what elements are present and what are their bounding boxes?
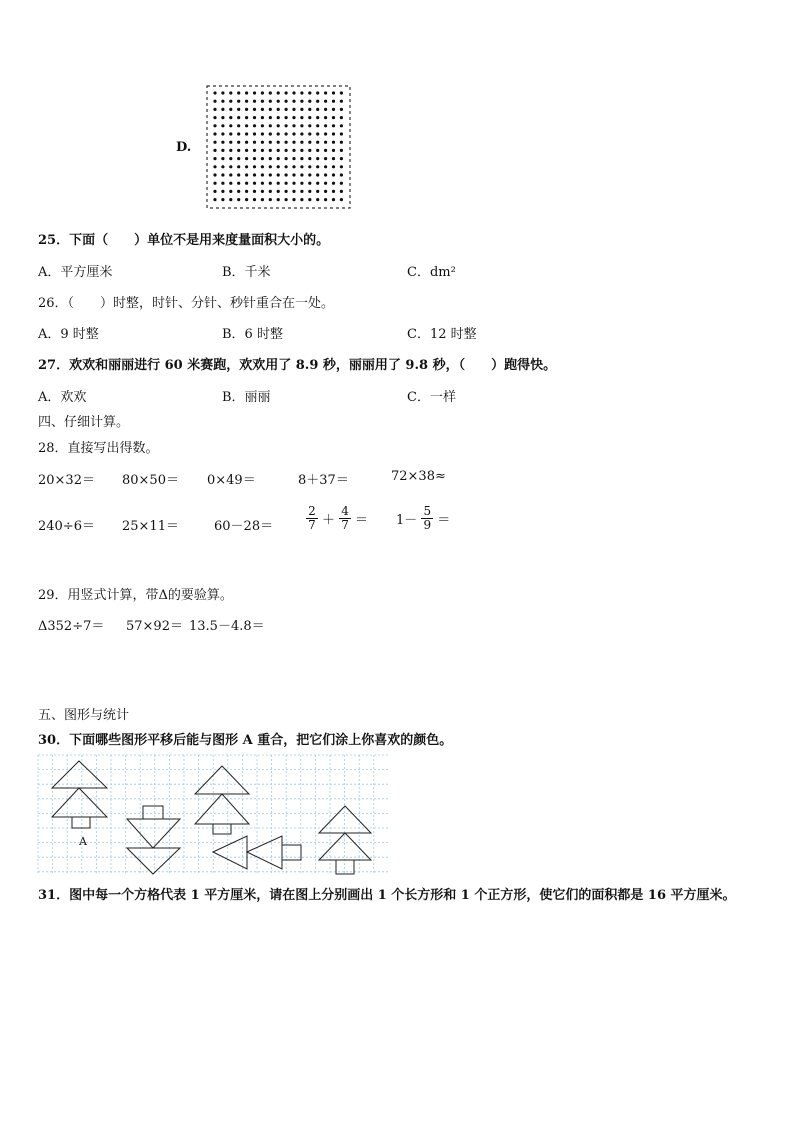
grid-dot: [316, 100, 319, 103]
grid-dot: [277, 173, 280, 176]
fraction-numerator: 2: [308, 504, 316, 518]
q27-option-a[interactable]: A．欢欢: [38, 390, 87, 405]
grid-dot: [332, 157, 335, 160]
grid-dot: [324, 149, 327, 152]
grid-dot: [245, 108, 248, 111]
grid-dot: [261, 198, 264, 201]
grid-dot: [300, 182, 303, 185]
grid-dot: [237, 173, 240, 176]
q28-item-5: 72×38≈: [391, 469, 446, 484]
grid-dot: [300, 108, 303, 111]
q28-fraction-sum: [306, 505, 368, 532]
grid-dot: [213, 190, 216, 193]
grid-dot: [324, 173, 327, 176]
grid-dot: [300, 141, 303, 144]
grid-dot: [229, 149, 232, 152]
grid-dot: [221, 91, 224, 94]
grid-dot: [285, 108, 288, 111]
q25-stem: 25．下面（ ）单位不是用来度量面积大小的。: [38, 233, 330, 248]
grid-dot: [285, 157, 288, 160]
grid-dot: [261, 124, 264, 127]
grid-dot: [269, 132, 272, 135]
tree-shape-2: [195, 766, 249, 834]
grid-dot: [316, 165, 319, 168]
grid-dot: [300, 165, 303, 168]
grid-dot: [277, 141, 280, 144]
grid-dot: [213, 165, 216, 168]
grid-dot: [308, 124, 311, 127]
q31-stem: 31．图中每一个方格代表 1 平方厘米，请在图上分别画出 1 个长方形和 1 个正方形，使它们的面积都是 16 平方厘米。: [38, 888, 736, 903]
grid-dot: [292, 182, 295, 185]
grid-dot: [245, 173, 248, 176]
grid-dot: [332, 124, 335, 127]
grid-dot: [237, 149, 240, 152]
grid-dot: [316, 91, 319, 94]
grid-dot: [269, 198, 272, 201]
grid-dot: [340, 108, 343, 111]
grid-dot: [308, 116, 311, 119]
grid-dot: [269, 141, 272, 144]
grid-dot: [292, 190, 295, 193]
grid-dot: [332, 165, 335, 168]
grid-dot: [308, 141, 311, 144]
equals-sign: ＝: [355, 513, 369, 528]
grid-dot: [285, 198, 288, 201]
grid-dot: [292, 91, 295, 94]
grid-dot: [308, 132, 311, 135]
section-5-title: 五、图形与统计: [38, 708, 130, 723]
grid-dot: [324, 108, 327, 111]
grid-dot: [277, 124, 280, 127]
grid-dot: [277, 100, 280, 103]
grid-dot: [292, 108, 295, 111]
grid-dot: [332, 91, 335, 94]
grid-dot: [292, 141, 295, 144]
grid-dot: [340, 116, 343, 119]
grid-dot: [229, 124, 232, 127]
grid-dot: [245, 198, 248, 201]
grid-dot: [221, 182, 224, 185]
grid-dot: [292, 124, 295, 127]
grid-dot: [229, 173, 232, 176]
grid-dot: [253, 141, 256, 144]
grid-dot: [285, 124, 288, 127]
grid-dot: [213, 108, 216, 111]
grid-dot: [340, 173, 343, 176]
grid-dot: [316, 124, 319, 127]
grid-dot: [332, 190, 335, 193]
grid-dot: [340, 198, 343, 201]
grid-dot: [340, 141, 343, 144]
grid-dot: [213, 91, 216, 94]
grid-dot: [277, 132, 280, 135]
grid-dot: [285, 132, 288, 135]
grid-dot: [300, 132, 303, 135]
grid-dot: [237, 198, 240, 201]
grid-dot: [229, 157, 232, 160]
dot-grid-dots: [213, 91, 343, 201]
grid-dot: [253, 116, 256, 119]
grid-dot: [221, 190, 224, 193]
grid-dot: [332, 173, 335, 176]
grid-dot: [245, 91, 248, 94]
fraction-2-7: [306, 505, 318, 532]
grid-dot: [324, 190, 327, 193]
q24-option-d-label: D.: [176, 140, 192, 155]
grid-dot: [292, 149, 295, 152]
grid-dot: [261, 149, 264, 152]
fraction-denominator: 7: [308, 518, 316, 532]
grid-dot: [340, 165, 343, 168]
grid-dot: [324, 100, 327, 103]
fraction-denominator: 9: [423, 518, 432, 532]
dot-grid-figure: [205, 84, 352, 210]
grid-dot: [285, 91, 288, 94]
grid-dot: [285, 141, 288, 144]
grid-dot: [324, 182, 327, 185]
grid-dot: [340, 132, 343, 135]
grid-dot: [229, 132, 232, 135]
grid-dot: [292, 157, 295, 160]
grid-dot: [245, 165, 248, 168]
grid-dot: [308, 100, 311, 103]
grid-dot: [300, 157, 303, 160]
q28-item-7: 25×11＝: [122, 519, 179, 534]
grid-dot: [324, 165, 327, 168]
grid-dot: [261, 91, 264, 94]
grid-dot: [324, 116, 327, 119]
grid-dot: [221, 173, 224, 176]
grid-dot: [221, 157, 224, 160]
q29-item-3: 13.5－4.8＝: [189, 619, 265, 634]
grid-dot: [269, 165, 272, 168]
grid-dot: [237, 116, 240, 119]
grid-dot: [261, 141, 264, 144]
grid-dot: [245, 149, 248, 152]
grid-dot: [237, 182, 240, 185]
grid-dot: [292, 132, 295, 135]
grid-dot: [245, 100, 248, 103]
grid-dot: [308, 149, 311, 152]
q28-fraction-diff: [396, 505, 450, 532]
grid-dot: [324, 157, 327, 160]
grid-dot: [285, 173, 288, 176]
q28-item-3: 0×49＝: [207, 473, 256, 488]
minuend-text: 1－: [396, 513, 418, 528]
grid-dot: [245, 182, 248, 185]
fraction-5-9: [421, 505, 433, 532]
grid-dot: [253, 91, 256, 94]
figure-a-label: A: [79, 835, 87, 848]
grid-dot: [245, 141, 248, 144]
grid-dot: [269, 108, 272, 111]
grid-dot: [213, 100, 216, 103]
dot-grid-border: [207, 86, 350, 208]
grid-dot: [277, 165, 280, 168]
equals-sign: ＝: [437, 513, 451, 528]
grid-dot: [213, 116, 216, 119]
grid-dot: [253, 124, 256, 127]
grid-dot: [261, 100, 264, 103]
grid-dot: [277, 190, 280, 193]
grid-dot: [237, 132, 240, 135]
q29-item-1: Δ352÷7＝: [38, 619, 105, 634]
grid-dot: [269, 157, 272, 160]
grid-dot: [316, 182, 319, 185]
section-4-title: 四、仔细计算。: [38, 415, 130, 430]
grid-dot: [285, 182, 288, 185]
fraction-numerator: 5: [423, 504, 432, 518]
grid-dot: [213, 198, 216, 201]
grid-dot: [300, 91, 303, 94]
grid-dot: [324, 132, 327, 135]
grid-dot: [213, 173, 216, 176]
grid-dot: [300, 173, 303, 176]
q30-stem: 30．下面哪些图形平移后能与图形 A 重合，把它们涂上你喜欢的颜色。: [38, 733, 453, 748]
grid-dot: [285, 149, 288, 152]
grid-dot: [292, 165, 295, 168]
grid-dot: [324, 91, 327, 94]
grid-dot: [229, 141, 232, 144]
grid-dot: [261, 157, 264, 160]
grid-dot: [292, 100, 295, 103]
q28-item-6: 240÷6＝: [38, 519, 95, 534]
grid-dot: [237, 108, 240, 111]
grid-dot: [229, 108, 232, 111]
grid-dot: [245, 132, 248, 135]
grid-dot: [269, 149, 272, 152]
grid-dot: [221, 198, 224, 201]
grid-dot: [332, 116, 335, 119]
grid-dot: [292, 116, 295, 119]
fraction-4-7: [339, 505, 351, 532]
grid-dot: [332, 108, 335, 111]
grid-dot: [261, 132, 264, 135]
grid-dot: [316, 198, 319, 201]
grid-dot: [316, 141, 319, 144]
grid-dot: [213, 149, 216, 152]
grid-dot: [213, 182, 216, 185]
grid-dot: [340, 100, 343, 103]
grid-dot: [229, 165, 232, 168]
grid-dot: [213, 132, 216, 135]
grid-dot: [332, 100, 335, 103]
grid-dot: [285, 116, 288, 119]
q26-stem: 26．（ ）时整，时针、分针、秒针重合在一处。: [38, 296, 335, 311]
grid-dot: [332, 141, 335, 144]
grid-dot: [269, 116, 272, 119]
q28-item-8: 60－28＝: [214, 519, 274, 534]
grid-dot: [308, 173, 311, 176]
grid-dot: [221, 165, 224, 168]
figure-a-tree: [52, 761, 107, 828]
grid-dot: [316, 149, 319, 152]
q29-item-2: 57×92＝: [126, 619, 183, 634]
grid-dot: [261, 173, 264, 176]
grid-dot: [229, 91, 232, 94]
grid-dot: [300, 116, 303, 119]
grid-dot: [285, 190, 288, 193]
grid-dot: [316, 190, 319, 193]
q25-option-c[interactable]: C．dm²: [407, 265, 456, 280]
grid-dot: [277, 182, 280, 185]
grid-dot: [229, 100, 232, 103]
grid-dot: [277, 198, 280, 201]
q25-option-b[interactable]: B．千米: [222, 265, 271, 280]
q28-item-2: 80×50＝: [122, 473, 179, 488]
grid-dot: [261, 190, 264, 193]
grid-dot: [285, 165, 288, 168]
grid-dot: [308, 190, 311, 193]
plus-sign: ＋: [322, 513, 336, 528]
grid-dot: [229, 182, 232, 185]
grid-dot: [316, 116, 319, 119]
grid-dot: [253, 198, 256, 201]
q26-option-c[interactable]: C．12 时整: [407, 327, 477, 342]
grid-dot: [213, 141, 216, 144]
grid-dot: [316, 157, 319, 160]
grid-dot: [221, 108, 224, 111]
grid-dot: [237, 124, 240, 127]
grid-dot: [300, 190, 303, 193]
q25-option-a[interactable]: A．平方厘米: [38, 265, 113, 280]
grid-dot: [308, 91, 311, 94]
grid-dot: [324, 124, 327, 127]
grid-dot: [245, 190, 248, 193]
grid-dot: [332, 198, 335, 201]
grid-dot: [269, 190, 272, 193]
grid-dot: [229, 198, 232, 201]
grid-dot: [308, 108, 311, 111]
grid-dot: [221, 100, 224, 103]
grid-dot: [300, 149, 303, 152]
grid-dot: [308, 157, 311, 160]
grid-dot: [253, 149, 256, 152]
grid-dot: [261, 182, 264, 185]
grid-dot: [253, 173, 256, 176]
grid-dot: [277, 108, 280, 111]
grid-dot: [221, 141, 224, 144]
q28-item-1: 20×32＝: [38, 473, 95, 488]
grid-dot: [308, 198, 311, 201]
grid-dot: [245, 116, 248, 119]
fraction-numerator: 4: [341, 504, 349, 518]
grid-dot: [332, 132, 335, 135]
grid-dot: [285, 100, 288, 103]
grid-dot: [221, 116, 224, 119]
grid-dot: [316, 173, 319, 176]
grid-dot: [269, 100, 272, 103]
grid-dot: [277, 116, 280, 119]
grid-dot: [332, 149, 335, 152]
grid-dot: [213, 124, 216, 127]
grid-dot: [340, 149, 343, 152]
grid-dot: [237, 100, 240, 103]
q27-option-b[interactable]: B．丽丽: [222, 390, 271, 405]
grid-dot: [292, 198, 295, 201]
grid-dot: [324, 198, 327, 201]
grid-dot: [340, 91, 343, 94]
grid-dot: [292, 173, 295, 176]
q27-stem: 27．欢欢和丽丽进行 60 米赛跑，欢欢用了 8.9 秒，丽丽用了 9.8 秒，（ ）跑得快。: [38, 358, 557, 373]
grid-dot: [340, 182, 343, 185]
grid-dot: [308, 165, 311, 168]
grid-dot: [229, 116, 232, 119]
grid-dot: [253, 132, 256, 135]
grid-dot: [245, 157, 248, 160]
grid-dot: [237, 91, 240, 94]
grid-dot: [300, 100, 303, 103]
grid-dot: [237, 157, 240, 160]
grid-dot: [221, 124, 224, 127]
grid-dot: [308, 182, 311, 185]
q28-item-4: 8＋37＝: [298, 473, 349, 488]
grid-dot: [340, 157, 343, 160]
grid-dot: [213, 157, 216, 160]
grid-dot: [237, 165, 240, 168]
grid-dot: [269, 124, 272, 127]
fraction-denominator: 7: [341, 518, 349, 532]
translation-grid-figure: [37, 754, 389, 876]
grid-dot: [277, 149, 280, 152]
grid-dot: [316, 132, 319, 135]
grid-dot: [269, 91, 272, 94]
grid-dot: [221, 132, 224, 135]
grid-dot: [229, 190, 232, 193]
grid-dot: [261, 108, 264, 111]
grid-dot: [221, 149, 224, 152]
grid-dot: [269, 173, 272, 176]
grid-dot: [253, 157, 256, 160]
q26-option-a[interactable]: A．9 时整: [38, 327, 99, 342]
q27-option-c[interactable]: C．一样: [407, 390, 456, 405]
grid-dot: [324, 141, 327, 144]
grid-dot: [277, 91, 280, 94]
grid-dot: [340, 124, 343, 127]
grid-dot: [253, 182, 256, 185]
grid-dot: [300, 198, 303, 201]
grid-dot: [253, 190, 256, 193]
grid-dot: [261, 165, 264, 168]
grid-dot: [340, 190, 343, 193]
q28-stem: 28．直接写出得数。: [38, 441, 159, 456]
q29-stem: 29．用竖式计算，带Δ的要验算。: [38, 588, 233, 603]
grid-dot: [237, 141, 240, 144]
grid-dot: [245, 124, 248, 127]
grid-dot: [237, 190, 240, 193]
grid-dot: [332, 182, 335, 185]
grid-dot: [269, 182, 272, 185]
grid-dot: [253, 165, 256, 168]
grid-dot: [261, 116, 264, 119]
grid-dot: [277, 157, 280, 160]
grid-dot: [300, 124, 303, 127]
grid-dot: [253, 108, 256, 111]
q26-option-b[interactable]: B．6 时整: [222, 327, 283, 342]
grid-dot: [253, 100, 256, 103]
grid-dot: [316, 108, 319, 111]
square-grid: [38, 755, 388, 875]
inverted-tree-shape: [127, 806, 180, 874]
